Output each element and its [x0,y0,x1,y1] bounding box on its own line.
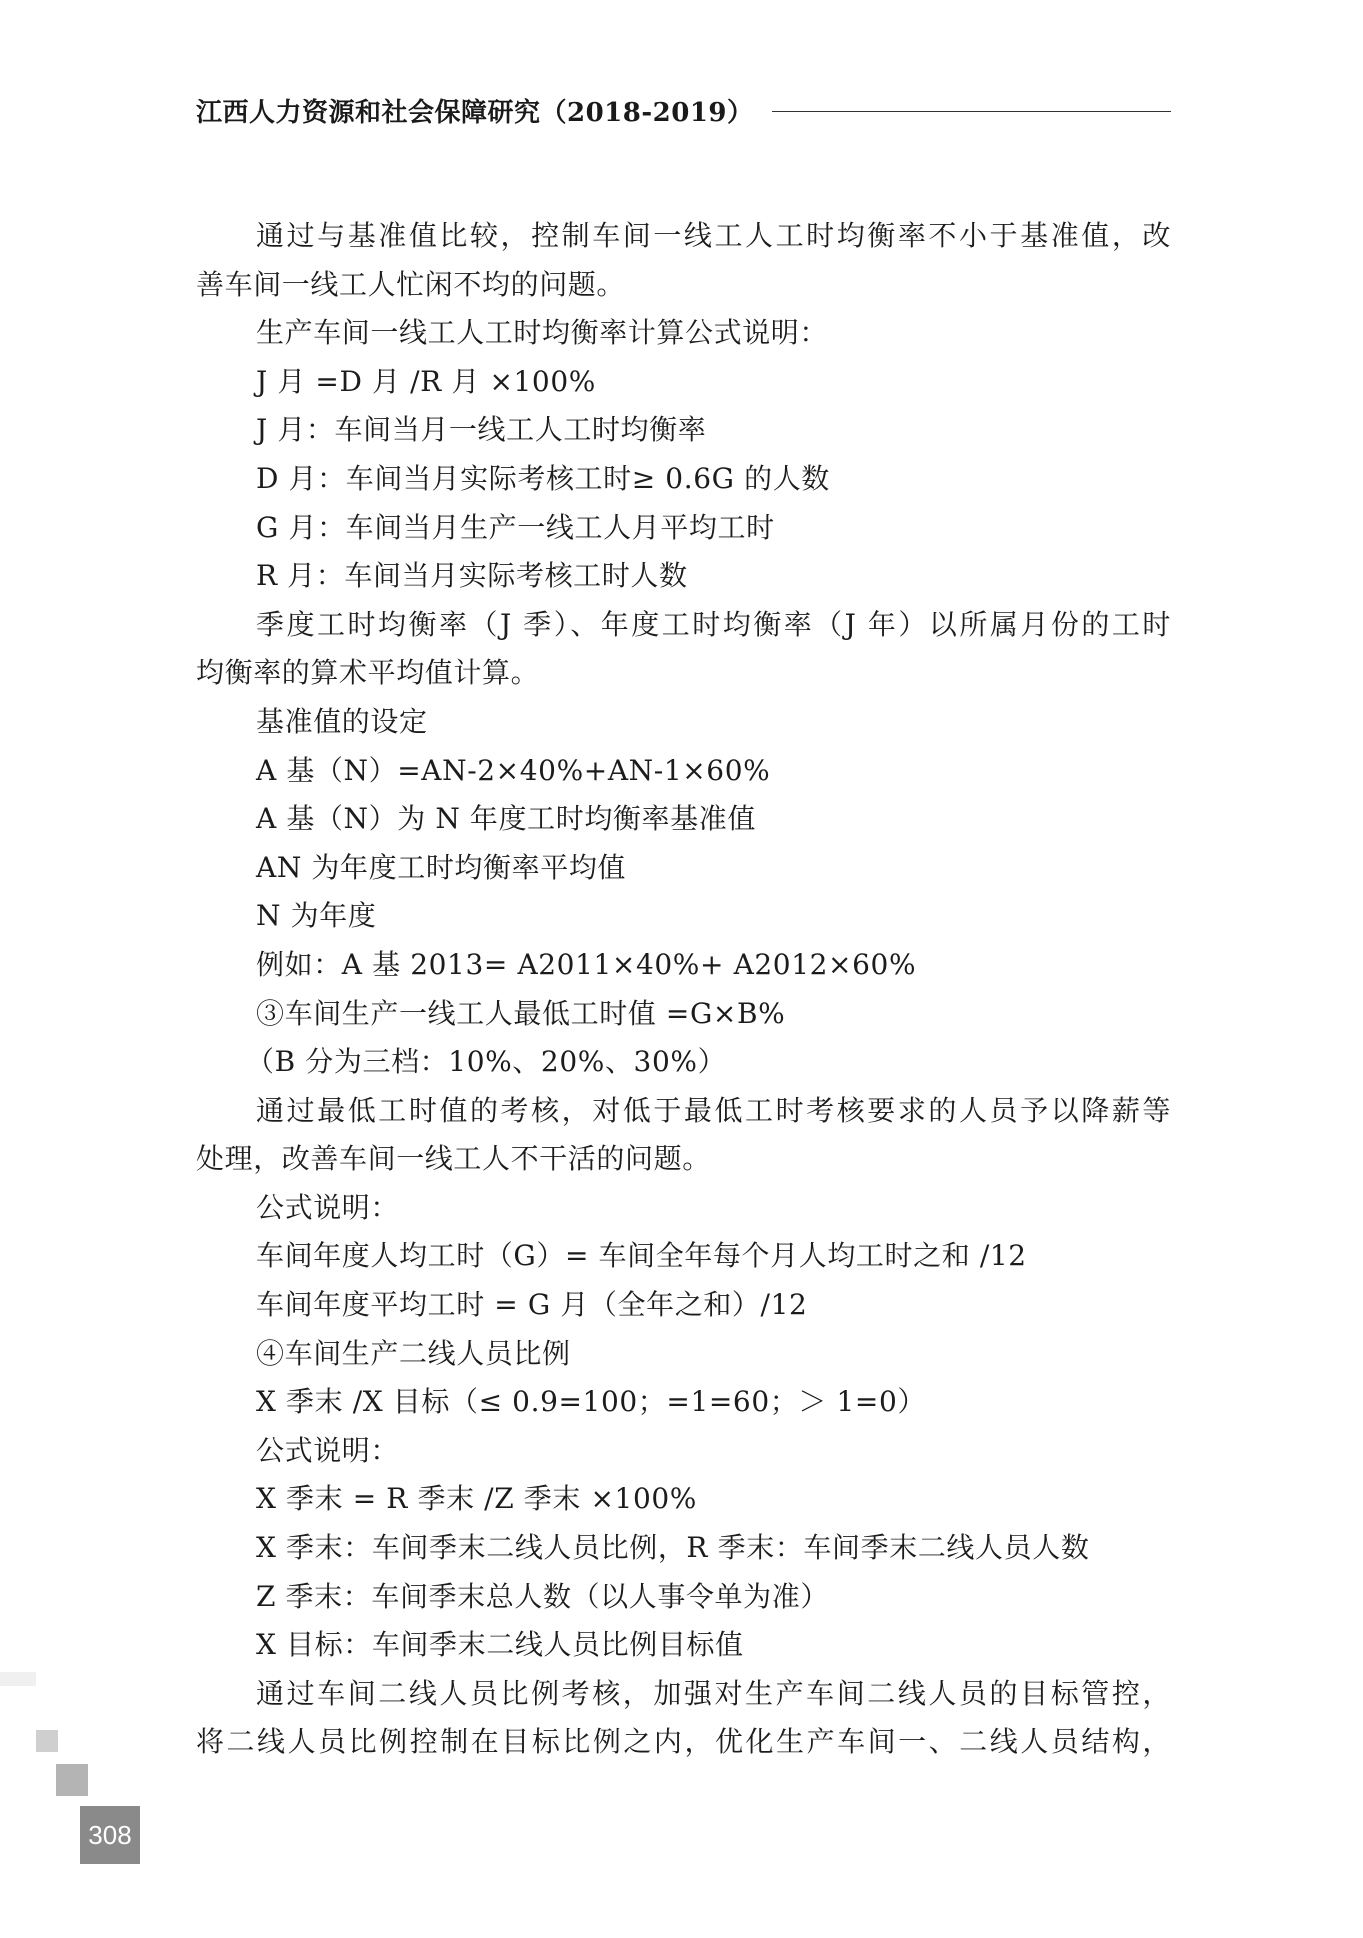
definition-line: X 目标：车间季末二线人员比例目标值 [256,1628,744,1662]
numbered-heading-line: ④车间生产二线人员比例 [256,1336,571,1370]
example-line: 例如：A 基 2013= A2011×40%+ A2012×60% [256,947,917,981]
book-title: 江西人力资源和社会保障研究（2018-2019） [196,97,754,128]
note-line: （B 分为三档：10%、20%、30%） [246,1045,727,1079]
definition-line: Z 季末：车间季末总人数（以人事令单为准） [256,1579,829,1613]
paragraph-line: 处理，改善车间一线工人不干活的问题。 [196,1142,711,1176]
running-header [196,88,1171,132]
subheading-line: 公式说明： [256,1190,400,1224]
page-number: 308 [80,1806,140,1864]
paragraph-line: 生产车间一线工人工时均衡率计算公式说明： [256,316,829,350]
definition-line: N 为年度 [256,899,377,933]
subheading-line: 公式说明： [256,1433,400,1467]
formula-line: J 月 =D 月 /R 月 ×100% [256,364,596,398]
definition-line: R 月：车间当月实际考核工时人数 [256,559,688,593]
decorative-square [0,1672,36,1686]
paragraph-line: 通过最低工时值的考核，对低于最低工时考核要求的人员予以降薪等 [256,1093,1171,1127]
paragraph-line: 善车间一线工人忙闲不均的问题。 [196,267,626,301]
definition-line: A 基（N）为 N 年度工时均衡率基准值 [256,802,756,836]
formula-line: 车间年度平均工时 = G 月（全年之和）/12 [256,1288,808,1322]
formula-line: A 基（N）=AN-2×40%+AN-1×60% [256,753,771,787]
formula-line: X 季末 /X 目标（≤ 0.9=100；=1=60；＞ 1=0） [256,1385,926,1419]
decorative-square [56,1764,88,1796]
decorative-square [36,1730,58,1752]
definition-line: X 季末：车间季末二线人员比例，R 季末：车间季末二线人员人数 [256,1531,1090,1565]
paragraph-line: 通过与基准值比较，控制车间一线工人工时均衡率不小于基准值，改 [256,219,1171,252]
paragraph-line: 将二线人员比例控制在目标比例之内，优化生产车间一、二线人员结构， [196,1725,1171,1759]
body-text [196,212,1171,1767]
numbered-heading-line: ③车间生产一线工人最低工时值 =G×B% [256,996,786,1030]
formula-line: X 季末 = R 季末 /Z 季末 ×100% [256,1482,697,1516]
definition-line: G 月：车间当月生产一线工人月平均工时 [256,510,775,544]
subheading-line: 基准值的设定 [256,704,428,738]
formula-line: 车间年度人均工时（G）= 车间全年每个月人均工时之和 /12 [256,1239,1027,1273]
header-rule [772,111,1171,112]
paragraph-line: 季度工时均衡率（J 季）、年度工时均衡率（J 年）以所属月份的工时 [256,607,1171,641]
paragraph-line: 均衡率的算术平均值计算。 [196,656,540,690]
definition-line: D 月：车间当月实际考核工时≥ 0.6G 的人数 [256,461,830,495]
definition-line: J 月：车间当月一线工人工时均衡率 [256,413,707,447]
definition-line: AN 为年度工时均衡率平均值 [256,850,627,884]
paragraph-line: 通过车间二线人员比例考核，加强对生产车间二线人员的目标管控， [256,1676,1171,1710]
